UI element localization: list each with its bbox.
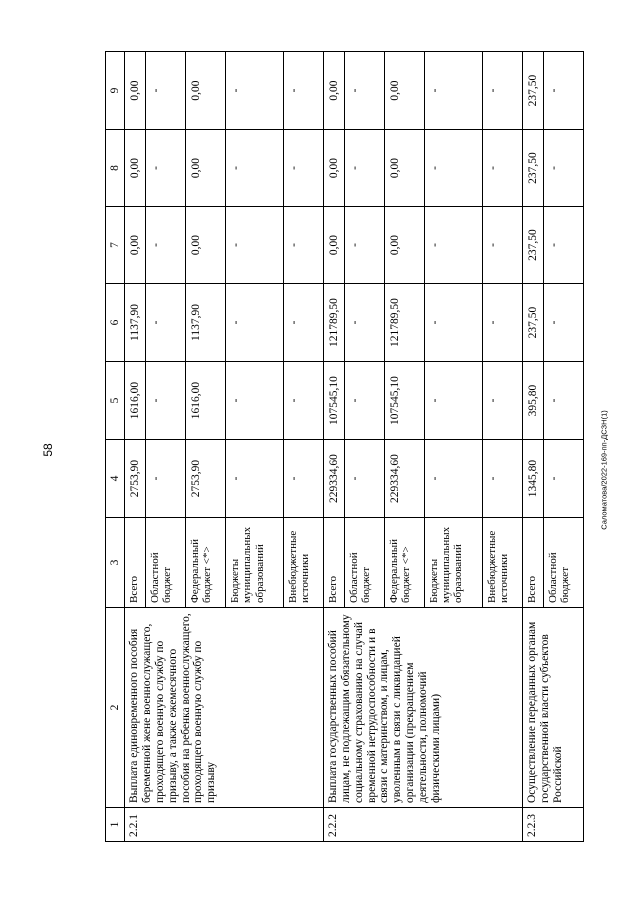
value-cell: 0,00 <box>384 207 424 284</box>
header-cell: 9 <box>106 52 125 130</box>
value-cell: - <box>482 130 522 207</box>
value-cell: - <box>145 130 185 207</box>
value-cell: - <box>145 440 185 518</box>
funding-source: Внебюджетные источники <box>283 518 323 608</box>
value-cell: - <box>283 130 323 207</box>
value-cell: 2753,90 <box>185 440 225 518</box>
value-cell: - <box>482 52 522 130</box>
value-cell: - <box>344 440 384 518</box>
value-cell: 237,50 <box>522 130 543 207</box>
funding-source: Областной бюджет <box>543 518 583 608</box>
value-cell: 0,00 <box>384 52 424 130</box>
funding-source: Федеральный бюджет <*> <box>384 518 424 608</box>
header-cell: 8 <box>106 130 125 207</box>
row-code: 2.2.3 <box>522 808 583 842</box>
funding-source: Бюджеты муниципальных образований <box>424 518 482 608</box>
header-cell: 3 <box>106 518 125 608</box>
value-cell: - <box>424 207 482 284</box>
table-row <box>323 52 344 842</box>
value-cell: 1616,00 <box>185 362 225 440</box>
value-cell: 0,00 <box>323 130 344 207</box>
value-cell: 0,00 <box>125 52 146 130</box>
header-cell: 2 <box>106 608 125 808</box>
value-cell: - <box>225 440 283 518</box>
value-cell: 0,00 <box>384 130 424 207</box>
value-cell: 0,00 <box>185 207 225 284</box>
value-cell: 1345,80 <box>522 440 543 518</box>
value-cell: 0,00 <box>185 52 225 130</box>
value-cell: - <box>424 362 482 440</box>
value-cell: 237,50 <box>522 207 543 284</box>
value-cell: - <box>344 207 384 284</box>
value-cell: - <box>225 284 283 362</box>
funding-source: Внебюджетные источники <box>482 518 522 608</box>
header-row <box>106 52 125 842</box>
value-cell: - <box>543 52 583 130</box>
value-cell: - <box>344 362 384 440</box>
value-cell: 0,00 <box>125 207 146 284</box>
funding-source: Областной бюджет <box>344 518 384 608</box>
funding-source: Федеральный бюджет <*> <box>185 518 225 608</box>
value-cell: - <box>543 440 583 518</box>
value-cell: 121789,50 <box>384 284 424 362</box>
value-cell: 229334,60 <box>323 440 344 518</box>
value-cell: - <box>145 284 185 362</box>
value-cell: - <box>543 284 583 362</box>
funding-source: Всего <box>522 518 543 608</box>
row-code: 2.2.2 <box>323 808 522 842</box>
value-cell: - <box>543 130 583 207</box>
value-cell: 237,50 <box>522 284 543 362</box>
value-cell: - <box>424 284 482 362</box>
value-cell: 2753,90 <box>125 440 146 518</box>
row-title: Выплата государственных пособий лицам, не подлежащим обязательному социальному страхованию на случай временной нетрудоспособности и в связи с материнством, и лицам, уволенным в связи с ликвидацией организации (прекращением деятельности, полномочий физическими лицами) <box>323 608 522 808</box>
value-cell: - <box>283 362 323 440</box>
funding-source: Всего <box>323 518 344 608</box>
value-cell: 107545,10 <box>384 362 424 440</box>
header-cell: 4 <box>106 440 125 518</box>
table-row <box>522 52 543 842</box>
value-cell: - <box>344 130 384 207</box>
value-cell: 395,80 <box>522 362 543 440</box>
funding-source: Бюджеты муниципальных образований <box>225 518 283 608</box>
table-body <box>125 52 584 842</box>
row-title: Осуществление переданных органам государственной власти субъектов Российской <box>522 608 583 808</box>
value-cell: - <box>543 207 583 284</box>
value-cell: - <box>145 52 185 130</box>
value-cell: - <box>482 440 522 518</box>
header-cell: 5 <box>106 362 125 440</box>
value-cell: - <box>145 362 185 440</box>
value-cell: - <box>283 440 323 518</box>
rotated-table-container <box>105 52 569 842</box>
value-cell: - <box>283 284 323 362</box>
page-number: 58 <box>41 443 55 457</box>
value-cell: - <box>543 362 583 440</box>
header-cell: 6 <box>106 284 125 362</box>
value-cell: 0,00 <box>323 207 344 284</box>
value-cell: 1137,90 <box>185 284 225 362</box>
value-cell: 237,50 <box>522 52 543 130</box>
value-cell: - <box>482 362 522 440</box>
value-cell: 107545,10 <box>323 362 344 440</box>
value-cell: - <box>482 284 522 362</box>
budget-table <box>105 51 584 842</box>
row-title: Выплата единовременного пособия беременной жене военнослужащего, проходящего военную службу по призыву, а также ежемесячного пособия на ребенка военнослужащего, проходящего военную службу по призыву <box>125 608 324 808</box>
row-code: 2.2.1 <box>125 808 324 842</box>
value-cell: 0,00 <box>323 52 344 130</box>
table-row <box>125 52 146 842</box>
value-cell: 229334,60 <box>384 440 424 518</box>
value-cell: - <box>424 52 482 130</box>
funding-source: Областной бюджет <box>145 518 185 608</box>
header-cell: 7 <box>106 207 125 284</box>
value-cell: - <box>225 207 283 284</box>
value-cell: 1137,90 <box>125 284 146 362</box>
header-cell: 1 <box>106 808 125 842</box>
value-cell: - <box>145 207 185 284</box>
value-cell: - <box>424 130 482 207</box>
document-footer-code: Саломатова/2022-169-пп-ДСЗН(1) <box>599 410 609 530</box>
value-cell: 1616,00 <box>125 362 146 440</box>
value-cell: - <box>283 52 323 130</box>
value-cell: 0,00 <box>125 130 146 207</box>
value-cell: - <box>482 207 522 284</box>
funding-source: Всего <box>125 518 146 608</box>
value-cell: - <box>344 52 384 130</box>
value-cell: - <box>283 207 323 284</box>
value-cell: - <box>225 130 283 207</box>
value-cell: - <box>225 362 283 440</box>
value-cell: - <box>424 440 482 518</box>
value-cell: - <box>344 284 384 362</box>
value-cell: - <box>225 52 283 130</box>
value-cell: 121789,50 <box>323 284 344 362</box>
value-cell: 0,00 <box>185 130 225 207</box>
